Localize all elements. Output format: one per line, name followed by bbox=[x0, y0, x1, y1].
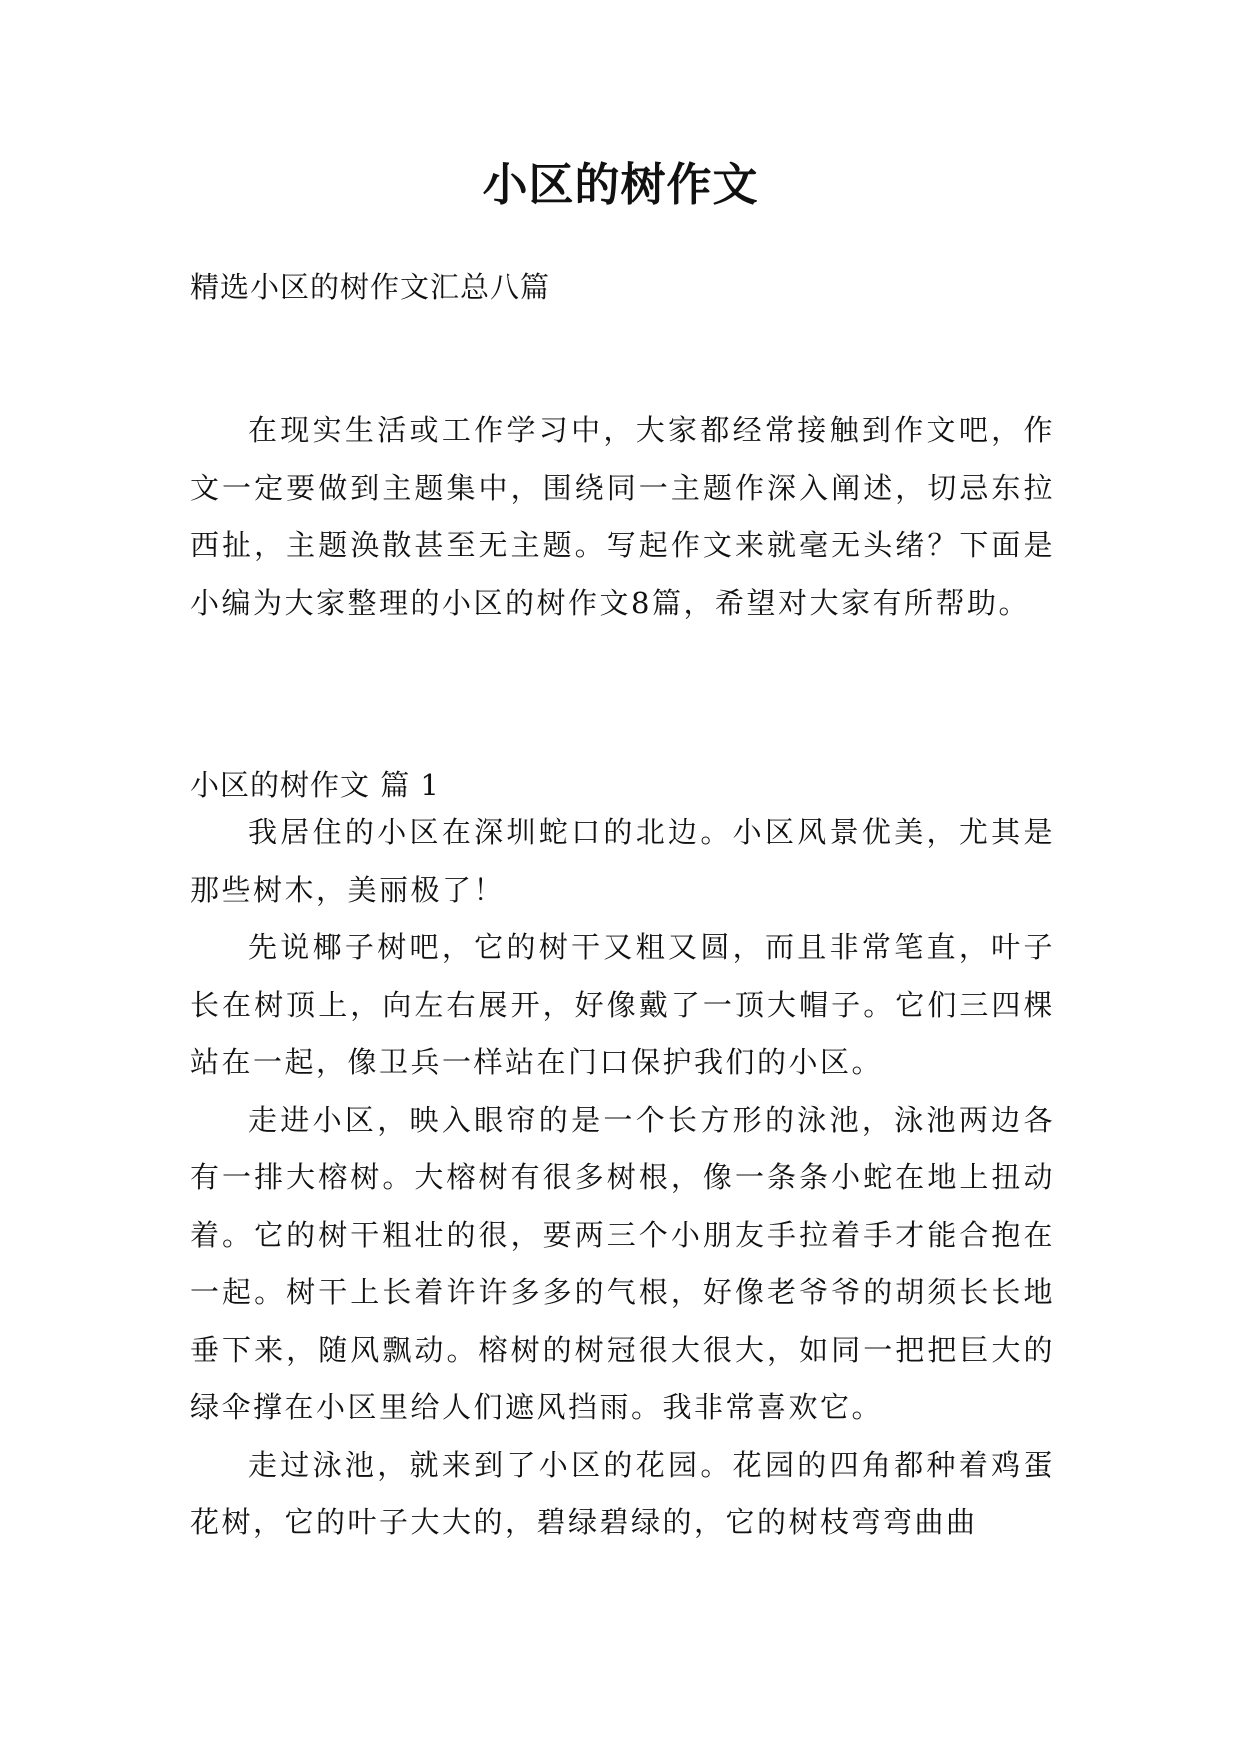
essay-heading: 小区的树作文 篇 1 bbox=[190, 768, 440, 802]
intro-paragraph: 在现实生活或工作学习中，大家都经常接触到作文吧，作文一定要做到主题集中，围绕同一主题作深入阐述，切忌东拉西扯，主题涣散甚至无主题。写起作文来就毫无头绪？下面是小编为大家整理的小区的树作文8篇，希望对大家有所帮助。 bbox=[190, 413, 1055, 620]
document-subtitle: 精选小区的树作文汇总八篇 bbox=[190, 270, 551, 304]
essay-paragraph: 先说椰子树吧，它的树干又粗又圆，而且非常笔直，叶子长在树顶上，向左右展开，好像戴了一顶大帽子。它们三四棵站在一起，像卫兵一样站在门口保护我们的小区。 bbox=[190, 930, 1055, 1079]
page-title: 小区的树作文 bbox=[482, 158, 759, 211]
essay-paragraph: 走进小区，映入眼帘的是一个长方形的泳池，泳池两边各有一排大榕树。大榕树有很多树根，像一条条小蛇在地上扭动着。它的树干粗壮的很，要两三个小朋友手拉着手才能合抱在一起。树干上长着许许多多的气根，好像老爷爷的胡须长长地垂下来，随风飘动。榕树的树冠很大很大，如同一把把巨大的绿伞撑在小区里给人们遮风挡雨。我非常喜欢它。 bbox=[190, 1102, 1055, 1424]
essay-body bbox=[190, 804, 1055, 1552]
essay-paragraph: 走过泳池，就来到了小区的花园。花园的四角都种着鸡蛋花树，它的叶子大大的，碧绿碧绿的，它的树枝弯弯曲曲 bbox=[190, 1447, 1055, 1539]
intro-section bbox=[190, 402, 1055, 632]
essay-paragraph: 我居住的小区在深圳蛇口的北边。小区风景优美，尤其是那些树木，美丽极了！ bbox=[190, 815, 1055, 907]
